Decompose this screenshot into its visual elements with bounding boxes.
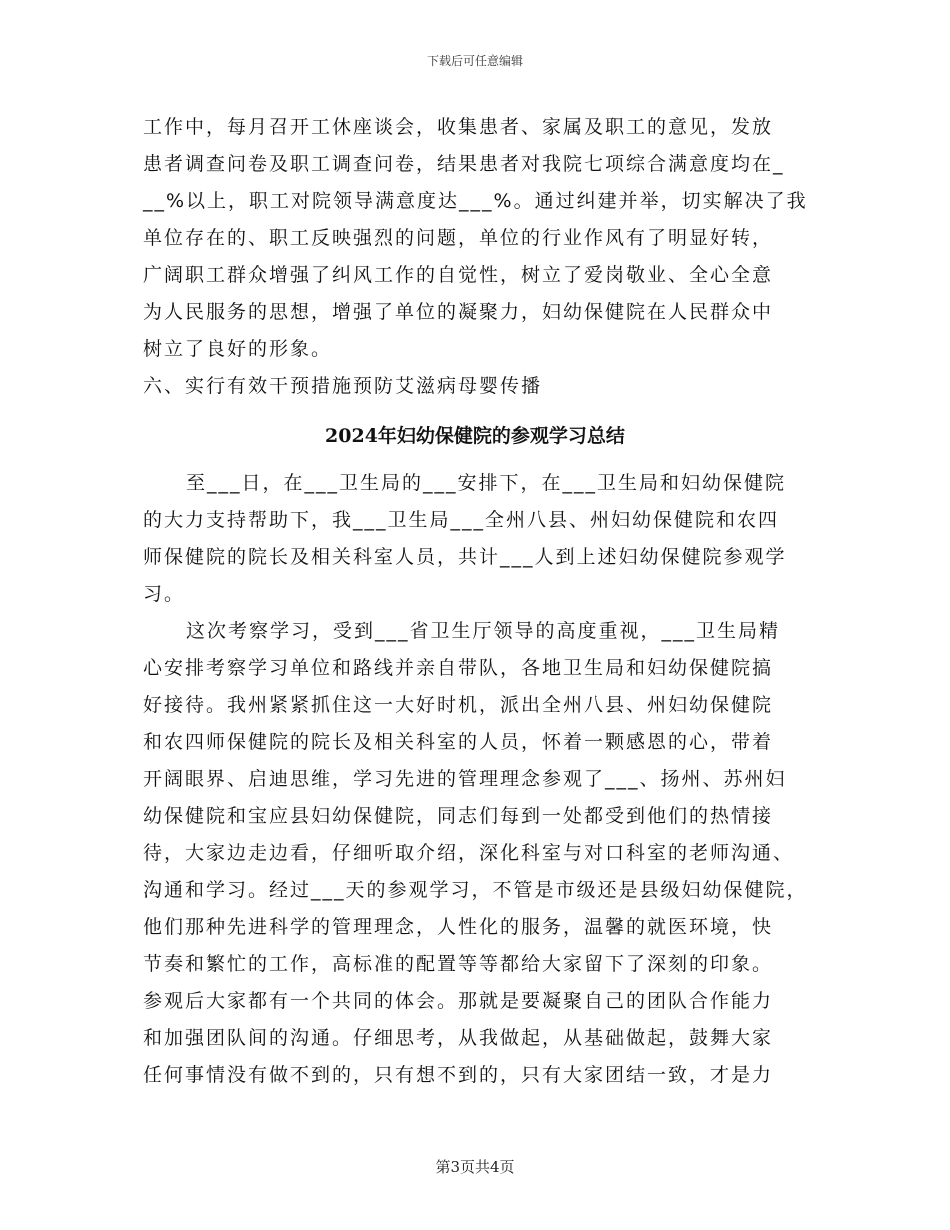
body-line: 为人民服务的思想，增强了单位的凝聚力，妇幼保健院在人民群众中: [143, 301, 774, 323]
page-footer: 第3页共4页: [435, 1158, 515, 1176]
paragraph-line: 沟通和学习。经过___天的参观学习，不管是市级还是县级妇幼保健院，: [143, 879, 808, 901]
paragraph-line: 和农四师保健院的院长及相关科室的人员，怀着一颗感恩的心，带着: [143, 731, 774, 753]
body-line: 工作中，每月召开工休座谈会，收集患者、家属及职工的意见，发放: [143, 116, 774, 138]
paragraph-line: 任何事情没有做不到的，只有想不到的，只有大家团结一致，才是力: [143, 1064, 774, 1086]
body-line: __%以上，职工对院领导满意度达___%。通过纠建并举，切实解决了我: [143, 190, 808, 212]
section-heading: 六、实行有效干预措施预防艾滋病母婴传播: [143, 375, 543, 397]
page-header: 下载后可任意编辑: [426, 54, 523, 68]
paragraph-line: 幼保健院和宝应县妇幼保健院，同志们每到一处都受到他们的热情接: [143, 805, 774, 827]
paragraph-line: 和加强团队间的沟通。仔细思考，从我做起，从基础做起，鼓舞大家: [143, 1027, 774, 1049]
body-line: 广阔职工群众增强了纠风工作的自觉性，树立了爱岗敬业、全心全意: [143, 264, 774, 286]
paragraph-line: 师保健院的院长及相关科室人员，共计___人到上述妇幼保健院参观学: [143, 546, 787, 568]
paragraph-line: 他们那种先进科学的管理理念，人性化的服务，温馨的就医环境，快: [143, 916, 774, 938]
paragraph-line: 这次考察学习，受到___省卫生厅领导的高度重视，___卫生局精: [186, 620, 781, 642]
paragraph-line: 好接待。我州紧紧抓住这一大好时机，派出全州八县、州妇幼保健院: [143, 694, 774, 716]
paragraph-line: 心安排考察学习单位和路线并亲自带队，各地卫生局和妇幼保健院搞: [143, 657, 774, 679]
paragraph-line: 参观后大家都有一个共同的体会。那就是要凝聚自己的团队合作能力: [143, 990, 774, 1012]
document-title: 2024年妇幼保健院的参观学习总结: [325, 425, 625, 447]
paragraph-line: 的大力支持帮助下，我___卫生局___全州八县、州妇幼保健院和农四: [143, 509, 780, 531]
body-line: 树立了良好的形象。: [143, 338, 333, 360]
paragraph-line: 开阔眼界、启迪思维，学习先进的管理理念参观了___、扬州、苏州妇: [143, 768, 787, 790]
paragraph-line: 至___日，在___卫生局的___安排下，在___卫生局和妇幼保健院: [186, 472, 787, 494]
body-line: 单位存在的、职工反映强烈的问题，单位的行业作风有了明显好转，: [143, 227, 774, 249]
paragraph-line: 节奏和繁忙的工作，高标准的配置等等都给大家留下了深刻的印象。: [143, 953, 774, 975]
body-line: 患者调查问卷及职工调查问卷，结果患者对我院七项综合满意度均在_: [143, 153, 785, 175]
paragraph-line: 待，大家边走边看，仔细听取介绍，深化科室与对口科室的老师沟通、: [143, 842, 795, 864]
paragraph-line: 习。: [143, 583, 186, 605]
